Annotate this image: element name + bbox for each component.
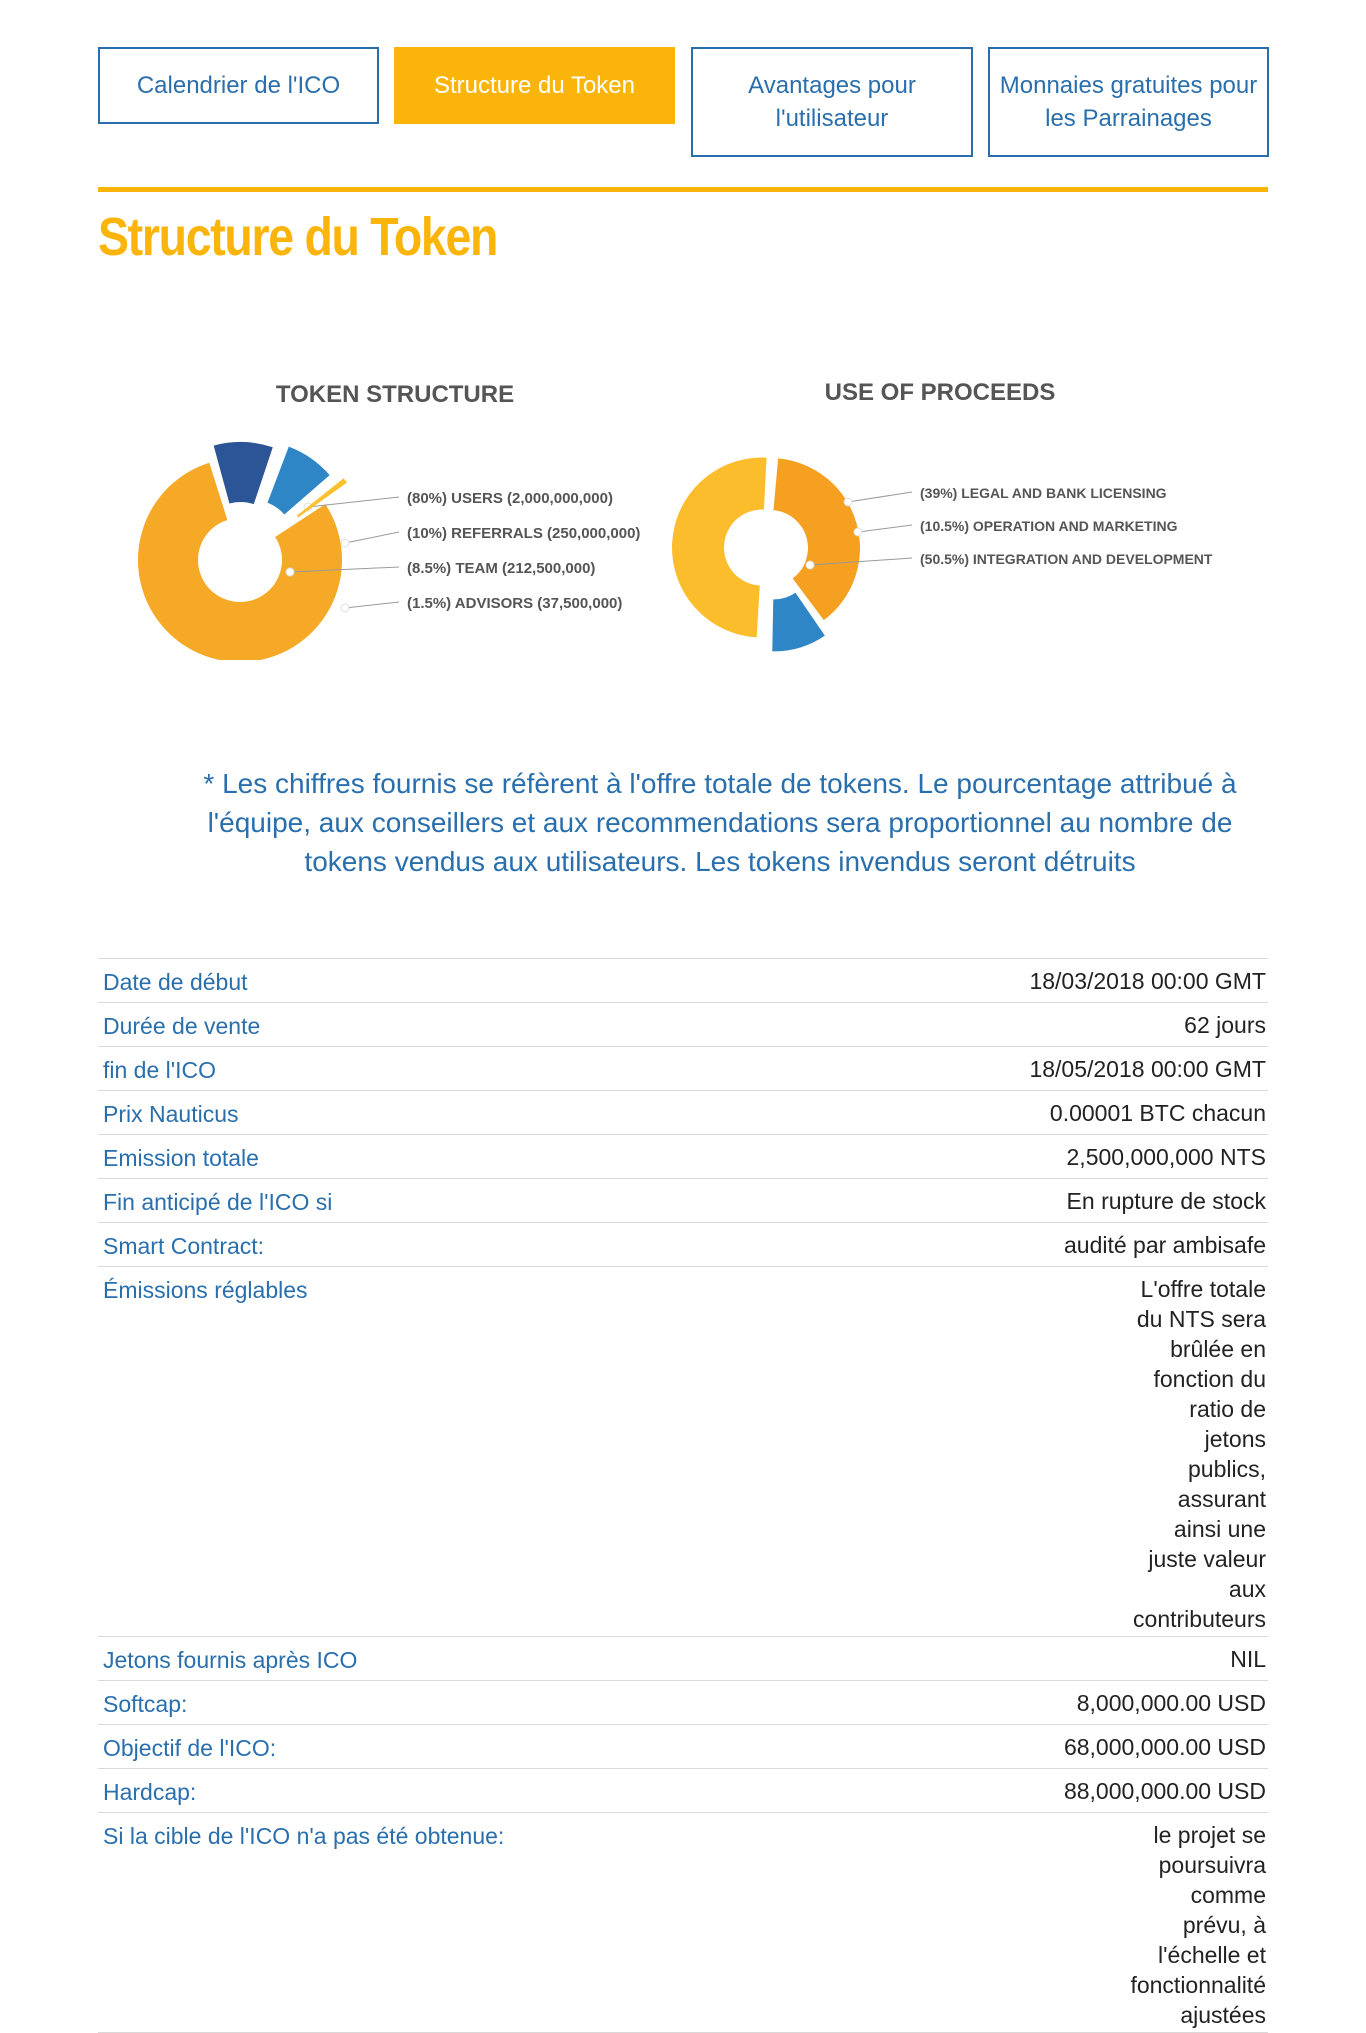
info-row	[98, 1179, 1268, 1223]
tab-calendrier[interactable]: Calendrier de l'ICO	[98, 47, 379, 124]
info-label: Softcap:	[98, 1681, 530, 1725]
info-label: Hardcap:	[98, 1769, 530, 1813]
pie-slice	[672, 458, 767, 638]
tab-bar	[98, 47, 1268, 157]
legend-label: (10.5%) OPERATION AND MARKETING	[920, 518, 1178, 534]
token-note: * Les chiffres fournis se réfèrent à l'offre totale de tokens. Le pourcentage attribué à l'équipe, aux conseillers et aux recommendations sera proportionnel au nombre de tokens vendus aux utilisateurs. Les tokens invendus seront détruits	[203, 768, 1237, 877]
info-label: Fin anticipé de l'ICO si	[98, 1179, 530, 1223]
info-label: fin de l'ICO	[98, 1047, 530, 1091]
info-value: 2,500,000,000 NTS	[530, 1135, 1268, 1179]
info-label: Emission totale	[98, 1135, 530, 1179]
tab-structure-du-token[interactable]: Structure du Token	[394, 47, 675, 124]
info-label: Prix Nauticus	[98, 1091, 530, 1135]
pie-slice	[214, 442, 273, 504]
page-title: Structure du Token	[98, 207, 498, 267]
leader-dot	[341, 604, 349, 612]
info-row	[98, 1725, 1268, 1769]
leader-dot	[854, 528, 862, 536]
info-row	[98, 1267, 1268, 1637]
pie-slice	[773, 458, 860, 620]
section-divider	[98, 187, 1268, 192]
legend-label: (80%) USERS (2,000,000,000)	[407, 490, 613, 507]
leader-dot	[806, 561, 814, 569]
legend-label: (1.5%) ADVISORS (37,500,000)	[407, 595, 623, 612]
tab-monnaies-gratuites[interactable]: Monnaies gratuites pour les Parrainages	[988, 47, 1269, 157]
info-value: 8,000,000.00 USD	[530, 1681, 1268, 1725]
info-row	[98, 1637, 1268, 1681]
info-label: Émissions réglables	[98, 1267, 530, 1637]
info-value: 62 jours	[530, 1003, 1268, 1047]
info-row	[98, 1135, 1268, 1179]
info-row	[98, 1681, 1268, 1725]
legend-label: (10%) REFERRALS (250,000,000)	[407, 525, 641, 542]
ico-info-table	[98, 958, 1268, 2033]
legend-label: (39%) LEGAL AND BANK LICENSING	[920, 485, 1167, 501]
leader-line	[858, 525, 912, 532]
chart-title: TOKEN STRUCTURE	[275, 381, 515, 408]
leader-dot	[844, 498, 852, 506]
charts-image	[0, 360, 1366, 660]
info-label: Jetons fournis après ICO	[98, 1637, 530, 1681]
leader-dot	[286, 568, 294, 576]
info-row	[98, 1769, 1268, 1813]
leader-line	[848, 492, 912, 502]
leader-line	[345, 602, 399, 608]
info-value: 68,000,000.00 USD	[530, 1725, 1268, 1769]
legend-label: (50.5%) INTEGRATION AND DEVELOPMENT	[920, 551, 1213, 567]
info-row	[98, 959, 1268, 1003]
info-value: NIL	[530, 1637, 1268, 1681]
leader-dot	[341, 539, 349, 547]
info-value: le projet se poursuivra comme prévu, à l'échelle et fonctionnalité ajustées	[530, 1813, 1268, 2033]
tab-avantages[interactable]: Avantages pour l'utilisateur	[691, 47, 973, 157]
info-row	[98, 1091, 1268, 1135]
info-value: En rupture de stock	[530, 1179, 1268, 1223]
info-row	[98, 1047, 1268, 1091]
info-label: Objectif de l'ICO:	[98, 1725, 530, 1769]
info-row	[98, 1813, 1268, 2033]
info-value: audité par ambisafe	[530, 1223, 1268, 1267]
chart-title: USE OF PROCEEDS	[824, 379, 1056, 406]
info-value: 18/05/2018 00:00 GMT	[530, 1047, 1268, 1091]
info-row	[98, 1003, 1268, 1047]
leader-line	[345, 532, 399, 543]
info-value: 0.00001 BTC chacun	[530, 1091, 1268, 1135]
info-label: Date de début	[98, 959, 530, 1003]
pie-slice	[267, 447, 329, 515]
info-label: Durée de vente	[98, 1003, 530, 1047]
info-label: Smart Contract:	[98, 1223, 530, 1267]
info-value: 18/03/2018 00:00 GMT	[530, 959, 1268, 1003]
info-label: Si la cible de l'ICO n'a pas été obtenue:	[98, 1813, 530, 2033]
info-row	[98, 1223, 1268, 1267]
info-value: L'offre totale du NTS sera brûlée en fonction du ratio de jetons publics, assurant ainsi une juste valeur aux contributeurs	[530, 1267, 1268, 1637]
charts-svg	[0, 360, 1366, 660]
info-value: 88,000,000.00 USD	[530, 1769, 1268, 1813]
legend-label: (8.5%) TEAM (212,500,000)	[407, 560, 596, 577]
